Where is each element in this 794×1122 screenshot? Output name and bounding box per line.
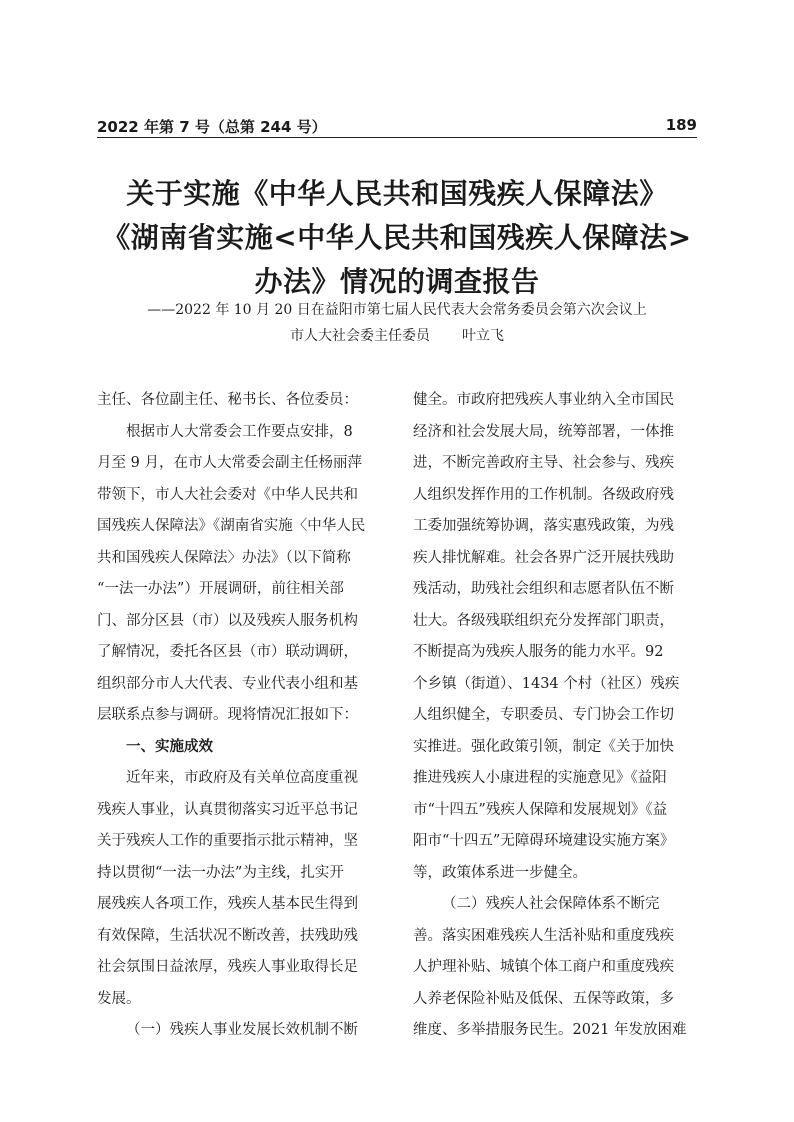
text-line: 人养老保险补贴及低保、五保等政策，多 (413, 990, 674, 1007)
text-line: 门、部分区县（市）以及残疾人服务机构 (97, 612, 358, 629)
text-line: 人组织发挥作用的工作机制。各级政府残 (413, 486, 674, 503)
report-title (97, 172, 697, 304)
text-line: 残疾人事业，认真贯彻落实习近平总书记 (97, 801, 358, 818)
text-line: 市“十四五”残疾人保障和发展规划》《益 (413, 801, 668, 818)
text-line: “一法一办法”）开展调研，前往相关部 (97, 581, 344, 597)
text-line: 社会氛围日益浓厚，残疾人事业取得长足 (97, 959, 358, 975)
left-column (97, 385, 381, 1047)
text-line: 不断提高为残疾人服务的能力水平。92 (413, 644, 664, 660)
author-name: 叶立飞 (462, 328, 504, 344)
text-line: 发展。 (97, 990, 141, 1007)
title-line-2: 《湖南省实施<中华人民共和国残疾人保障法> (102, 221, 692, 254)
text-line: 健全。市政府把残疾人事业纳入全市国民 (413, 392, 674, 408)
text-line: 个乡镇（街道）、1434 个村（社区）残疾 (413, 675, 680, 692)
issue-number: 2022 年第 7 号（总第 244 号） (97, 118, 327, 136)
text-line: 主任、各位副主任、秘书长、各位委员： (97, 392, 358, 408)
text-line: 关于残疾人工作的重要指示批示精神，坚 (97, 833, 358, 849)
text-line: 壮大。各级残联组织充分发挥部门职责， (413, 612, 674, 629)
text-line: 国残疾人保障法》《湖南省实施〈中华人民 (97, 518, 366, 534)
text-line: 共和国残疾人保障法〉办法》（以下简称 (97, 549, 351, 566)
subsection-heading: （二）残疾人社会保障体系不断完 (442, 896, 660, 912)
text-line: 持以贯彻“一法一办法”为主线，扎实开 (97, 864, 344, 881)
text-line: 层联系点参与调研。现将情况汇报如下： (97, 707, 358, 723)
text-line: 疾人排忧解难。社会各界广泛开展扶残助 (413, 549, 674, 566)
text-line: 工委加强统筹协调，落实惠残政策，为残 (413, 518, 674, 534)
text-line: 带领下，市人大社会委对《中华人民共和 (97, 486, 358, 503)
header-divider (97, 137, 697, 138)
text-line: 进，不断完善政府主导、社会参与、残疾 (413, 455, 674, 471)
text-line: 人组织健全，专职委员、专门协会工作切 (413, 707, 674, 723)
title-line-3: 办法》情况的调查报告 (254, 265, 540, 298)
section-heading: 一、实施成效 (126, 738, 213, 755)
author-role: 市人大社会委主任委员 (290, 328, 430, 344)
text-line: 实推进。强化政策引领，制定《关于加快 (413, 738, 674, 755)
text-line: 经济和社会发展大局，统筹部署，一体推 (413, 423, 674, 440)
text-line: 月至 9 月，在市人大常委会副主任杨丽萍 (97, 455, 362, 471)
text-line: 推进残疾人小康进程的实施意见》《益阳 (413, 770, 667, 786)
text-line: 了解情况，委托各区县（市）联动调研， (97, 644, 358, 660)
text-line: 善。落实困难残疾人生活补贴和重度残疾 (413, 927, 674, 944)
page-number: 189 (665, 116, 697, 134)
right-column (413, 385, 697, 1047)
text-line: 阳市“十四五”无障碍环境建设实施方案》 (413, 833, 675, 849)
text-line: 组织部分市人大代表、专业代表小组和基 (97, 675, 358, 692)
text-line: 维度、多举措服务民生。2021 年发放困难 (413, 1022, 687, 1038)
text-line: 根据市人大常委会工作要点安排，8 (126, 423, 353, 440)
text-line: 等，政策体系进一步健全。 (413, 864, 587, 881)
text-line: 展残疾人各项工作，残疾人基本民生得到 (97, 896, 358, 912)
title-line-1: 关于实施《中华人民共和国残疾人保障法》 (126, 177, 668, 210)
author-line (97, 323, 697, 349)
report-subtitle (97, 297, 697, 349)
text-line: 残活动，助残社会组织和志愿者队伍不断 (413, 581, 674, 597)
text-line: 有效保障，生活状况不断改善，扶残助残 (97, 927, 358, 944)
page-header (97, 116, 697, 138)
text-line: 近年来，市政府及有关单位高度重视 (126, 770, 358, 786)
meeting-info: ——2022 年 10 月 20 日在益阳市第七届人民代表大会常务委员会第六次会议上 (147, 302, 647, 318)
text-line: 人护理补贴、城镇个体工商户和重度残疾 (413, 959, 674, 975)
subsection-heading: （一）残疾人事业发展长效机制不断 (126, 1022, 358, 1038)
